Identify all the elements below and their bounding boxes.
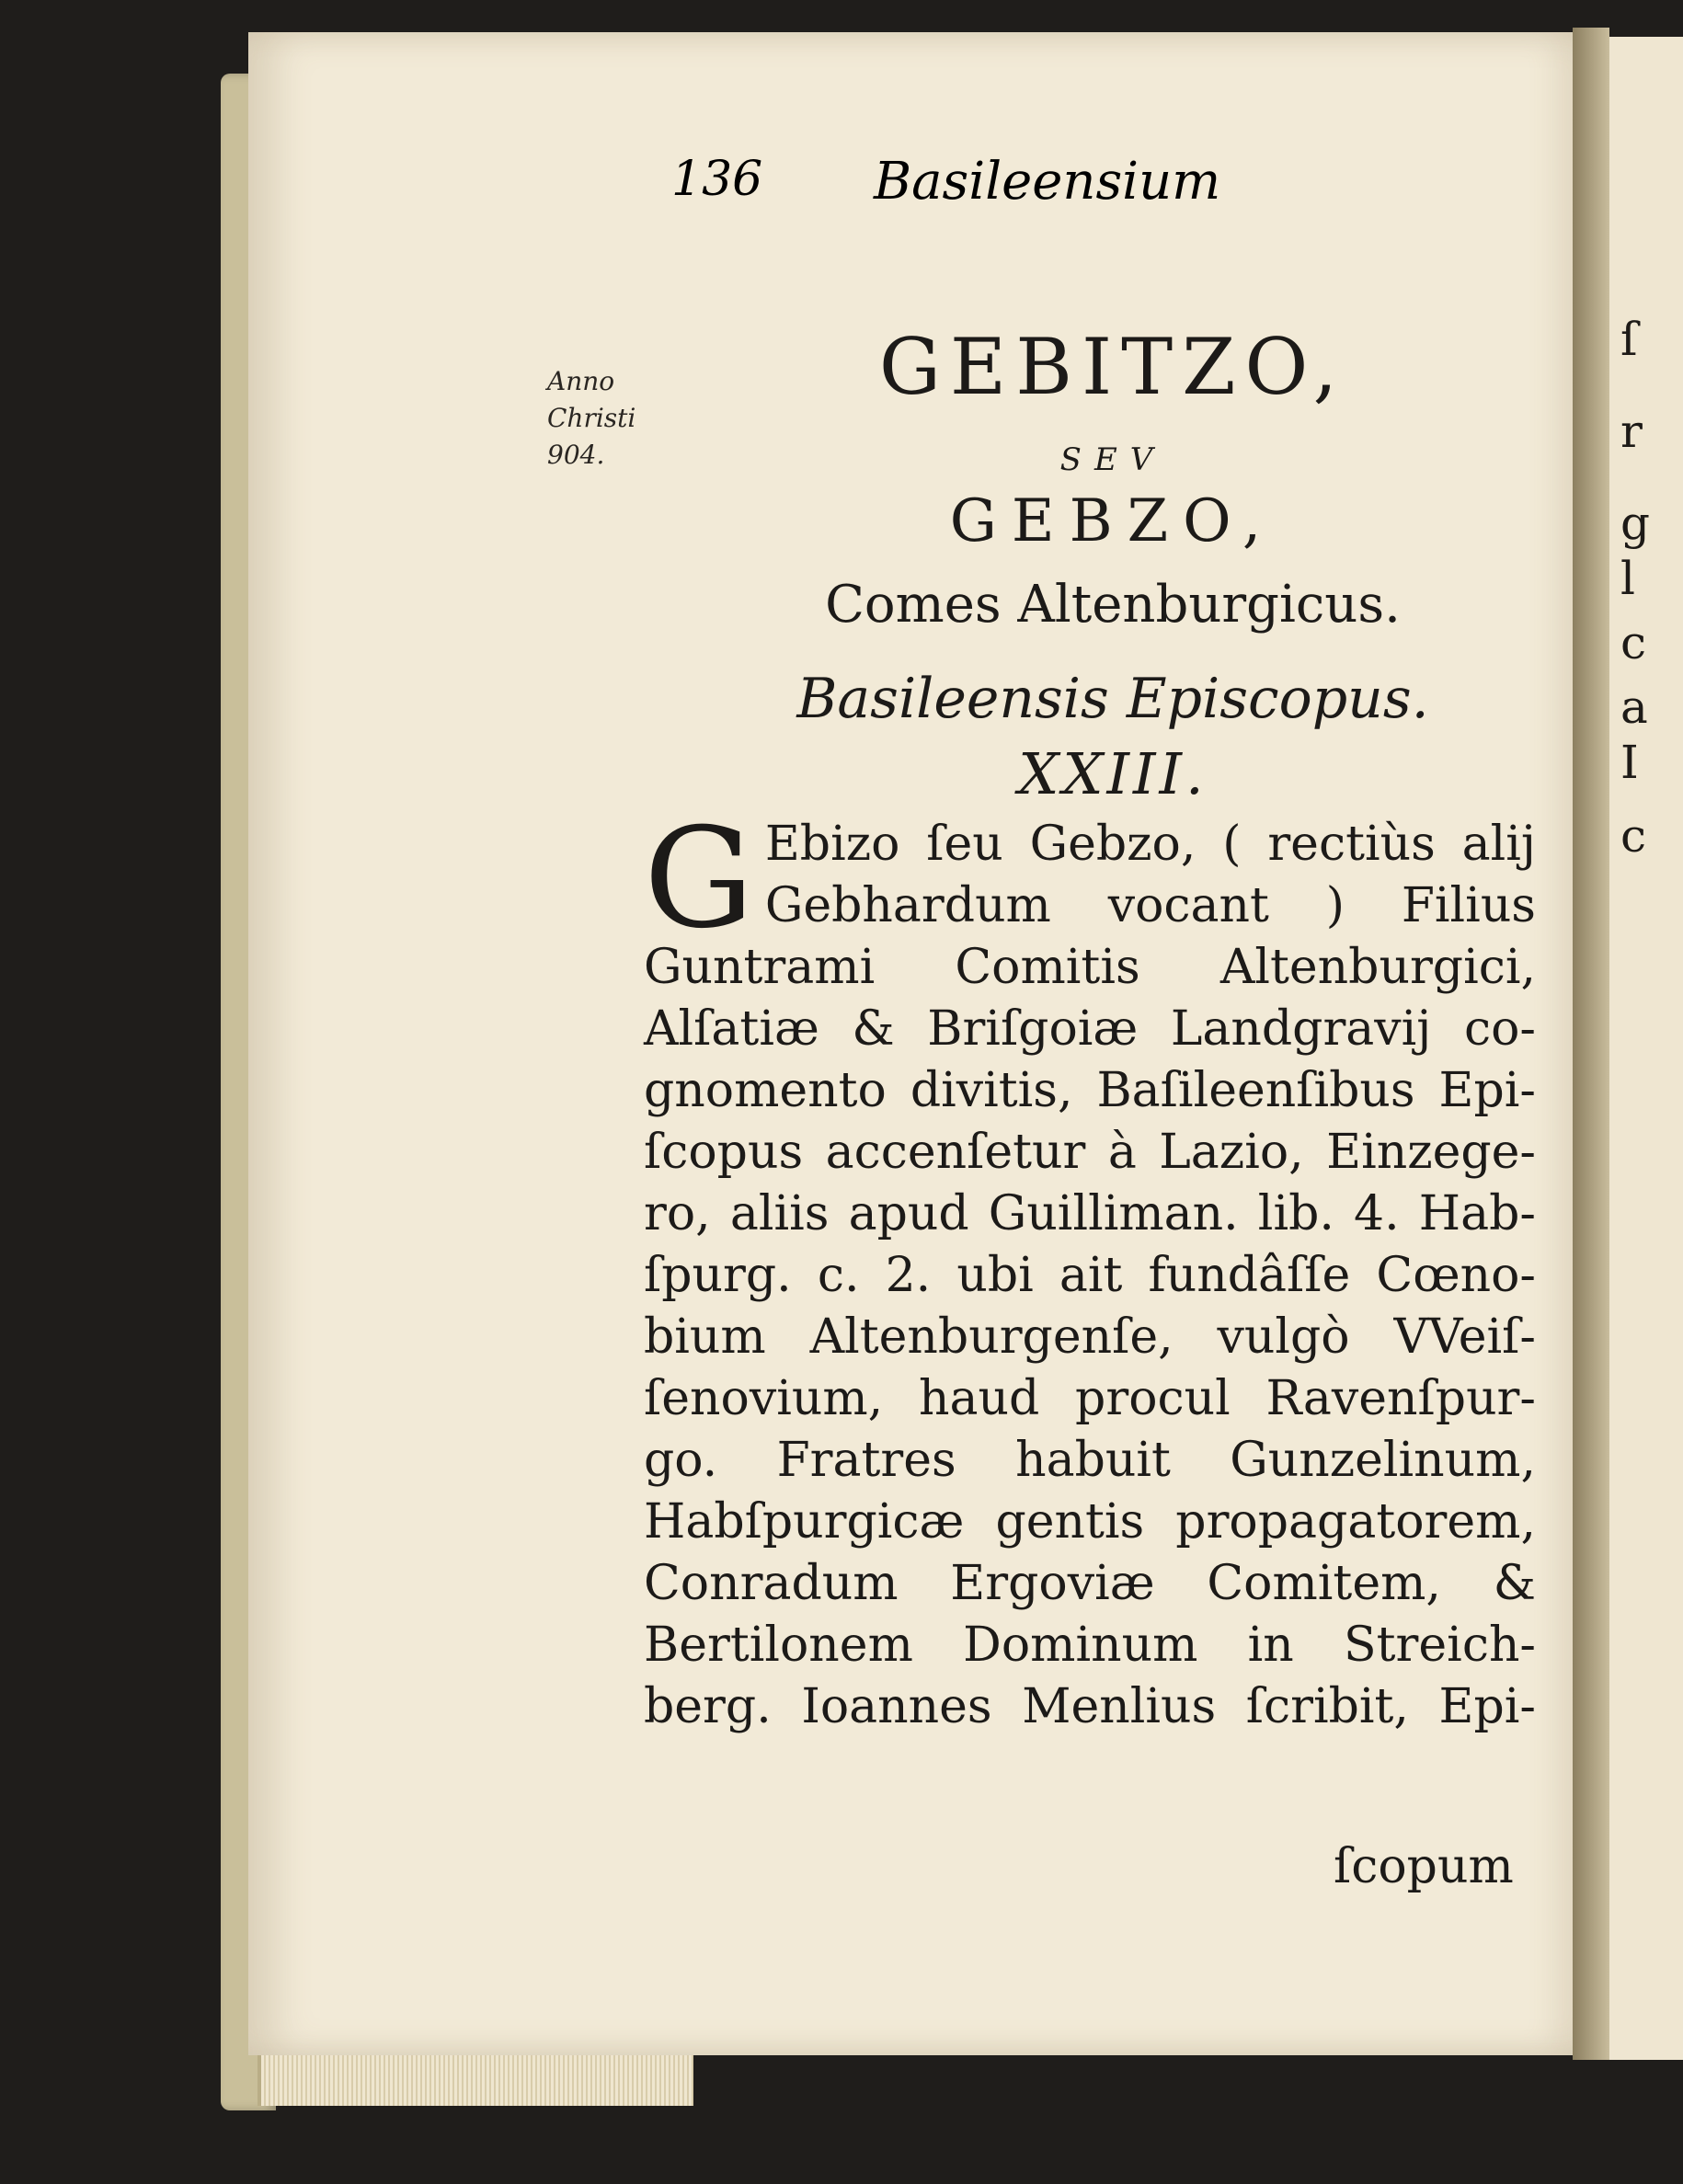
margin-note-line: 904. xyxy=(547,440,605,470)
margin-note xyxy=(547,363,658,474)
page-number: 136 xyxy=(671,152,763,207)
body-text xyxy=(644,799,1536,1738)
gutter xyxy=(1573,28,1609,2060)
heading-sev: SEV xyxy=(1059,441,1166,478)
body-line: ſenovium, haud procul Ravenſpur- xyxy=(644,1371,1536,1426)
catchword: ſcopum xyxy=(1334,1839,1514,1894)
facing-letter: l xyxy=(1620,552,1635,605)
body-line: Habſpurgicæ gentis propagatorem, xyxy=(644,1494,1536,1549)
body-line: ſcopus accenſetur à Lazio, Einzege- xyxy=(644,1125,1536,1180)
facing-letter: a xyxy=(1620,680,1648,734)
body-line: Bertilonem Dominum in Streich- xyxy=(644,1618,1536,1673)
body-line: Ebizo ſeu Gebzo, ( rectiùs alij xyxy=(764,817,1536,872)
heading-number: XXIII. xyxy=(1018,740,1208,807)
facing-letter: r xyxy=(1620,405,1643,458)
facing-letter: ſ xyxy=(1620,313,1638,366)
heading-office: Basileensis Episcopus. xyxy=(796,667,1429,731)
body-line: ro, aliis apud Guilliman. lib. 4. Hab- xyxy=(644,1186,1536,1241)
body-line: Guntrami Comitis Altenburgici, xyxy=(644,940,1536,995)
body-line: Gebhardum vocant ) Filius xyxy=(764,878,1536,933)
body-line: bium Altenburgenſe, vulgò VVeiſ- xyxy=(644,1309,1536,1365)
heading-comes: Comes Altenburgicus. xyxy=(825,575,1401,635)
body-line: gnomento divitis, Baſileenſibus Epi- xyxy=(644,1063,1536,1118)
heading-alt-name: GEBZO, xyxy=(949,487,1277,555)
body-line: ſpurg. c. 2. ubi ait fundâſſe Cœno- xyxy=(644,1248,1536,1303)
running-title: Basileensium xyxy=(874,152,1221,212)
drop-cap: G xyxy=(644,799,754,959)
margin-note-line: Christi xyxy=(547,403,636,433)
body-line: Alſatiæ & Briſgoiæ Landgravij co- xyxy=(644,1001,1536,1057)
heading-name: GEBITZO, xyxy=(878,322,1347,412)
running-head xyxy=(451,152,1324,225)
facing-letter: c xyxy=(1620,809,1647,863)
body-line: berg. Ioannes Menlius ſcribit, Epi- xyxy=(644,1679,1536,1734)
facing-page-strip xyxy=(1609,37,1683,2060)
margin-note-line: Anno xyxy=(547,366,615,396)
facing-letter: c xyxy=(1620,616,1647,669)
body-line: Conradum Ergoviæ Comitem, & xyxy=(644,1556,1536,1611)
body-line: go. Fratres habuit Gunzelinum, xyxy=(644,1433,1536,1488)
facing-letter: I xyxy=(1620,736,1639,789)
facing-letter: g xyxy=(1620,497,1651,550)
